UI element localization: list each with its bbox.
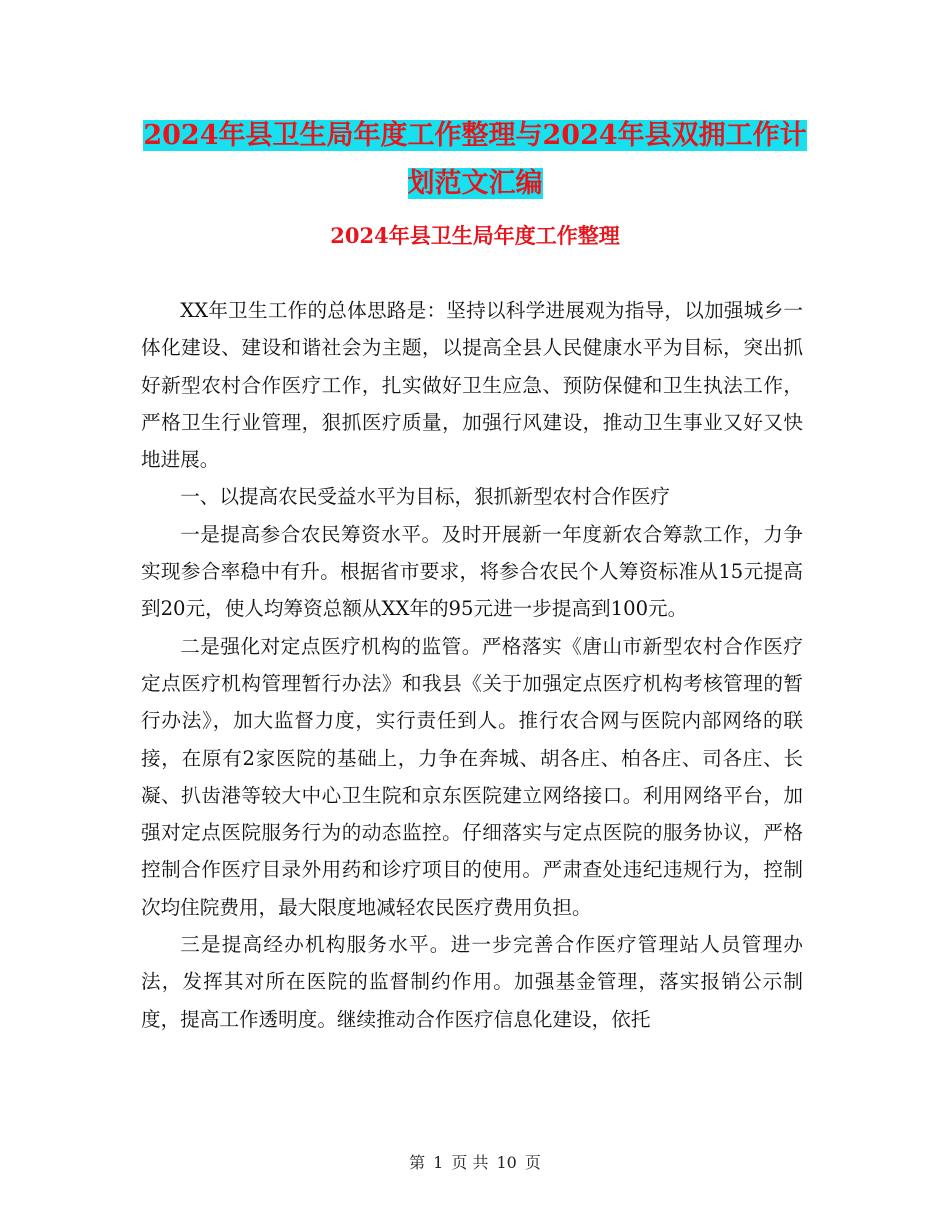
footer-prefix: 第 (409, 1153, 426, 1172)
footer-total-pages: 10 (496, 1153, 517, 1172)
document-body (141, 292, 803, 1038)
paragraph-4: 二是强化对定点医疗机构的监管。严格落实《唐山市新型农村合作医疗定点医疗机构管理暂行办法》和我县《关于加强定点医疗机构考核管理的暂行办法》，加大监督力度，实行责任到人。推行农合网与医院内部网络的联接，在原有2家医院的基础上，力争在奔城、胡各庄、柏各庄、司各庄、长凝、扒齿港等较大中心卫生院和京东医院建立网络接口。利用网络平台，加强对定点医院服务行为的动态监控。仔细落实与定点医院的服务协议，严格控制合作医疗目录外用药和诊疗项目的使用。严肃查处违纪违规行为，控制次均住院费用，最大限度地减轻农民医疗费用负担。 (141, 634, 803, 919)
paragraph-1: XX年卫生工作的总体思路是：坚持以科学进展观为指导，以加强城乡一体化建设、建设和谐社会为主题，以提高全县人民健康水平为目标，突出抓好新型农村合作医疗工作，扎实做好卫生应急、预防保健和卫生执法工作，严格卫生行业管理，狠抓医疗质量，加强行风建设，推动卫生事业又好又快地进展。 (141, 299, 803, 472)
footer-suffix: 页 (524, 1153, 541, 1172)
title-line-1: 2024年县卫生局年度工作整理与2024年县双拥工作计 (143, 120, 807, 151)
document-title (140, 112, 810, 208)
section-title: 2024年县卫生局年度工作整理 (330, 223, 620, 248)
title-line-2: 划范文汇编 (407, 168, 543, 199)
footer-middle: 页 共 (451, 1153, 489, 1172)
footer-page-number: 1 (433, 1153, 444, 1172)
paragraph-2: 一、以提高农民受益水平为目标，狠抓新型农村合作医疗 (180, 485, 671, 509)
paragraph-3: 一是提高参合农民筹资水平。及时开展新一年度新农合筹款工作，力争实现参合率稳中有升。根据省市要求，将参合农民个人筹资标准从15元提高到20元，使人均筹资总额从XX年的95元进一步提高到100元。 (141, 522, 803, 621)
page-footer (0, 1151, 950, 1175)
paragraph-5: 三是提高经办机构服务水平。进一步完善合作医疗管理站人员管理办法，发挥其对所在医院的监督制约作用。加强基金管理，落实报销公示制度，提高工作透明度。继续推动合作医疗信息化建设，依托 (141, 933, 803, 1031)
